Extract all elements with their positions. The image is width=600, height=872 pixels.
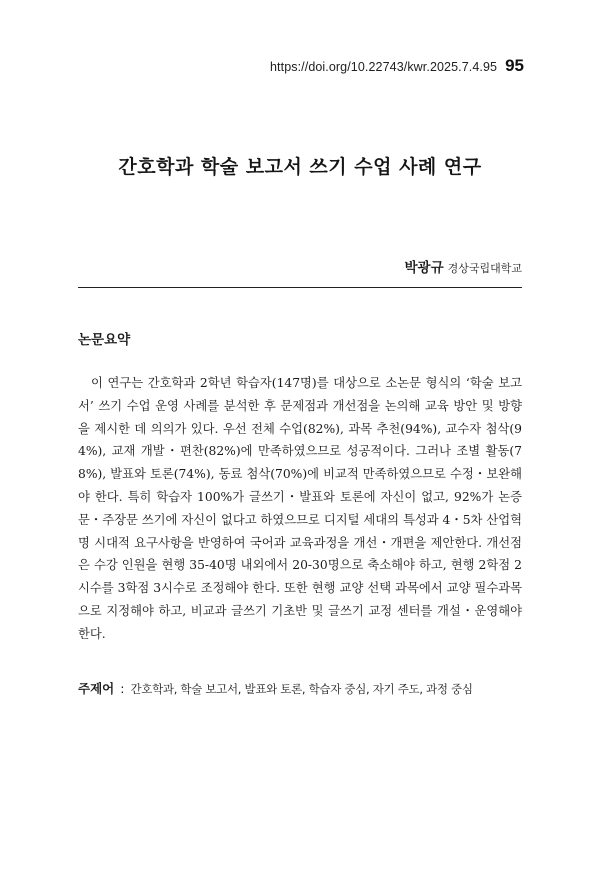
doi-link[interactable]: https://doi.org/10.22743/kwr.2025.7.4.95 — [270, 60, 498, 74]
keywords-text: 간호학과, 학술 보고서, 발표와 토론, 학습자 중심, 자기 주도, 과정 중심 — [130, 682, 473, 696]
author-name: 박광규 — [404, 260, 444, 276]
header-divider — [78, 287, 522, 288]
running-header — [270, 56, 524, 76]
abstract-body: 이 연구는 간호학과 2학년 학습자(147명)를 대상으로 소논문 형식의 ‘학술 보고서’ 쓰기 수업 운영 사례를 분석한 후 문제점과 개선점을 논의해 교육 방안 및 방향을 제시한 데 의의가 있다. 우선 전체 수업(82%), 과목 추천(94%), 교수자 첨삭(94%), 교재 개발・편찬(82%)에 만족하였으므로 성공적이다. 그러나 조별 활동(78%), 발표와 토론(74%), 동료 첨삭(70%)에 비교적 만족하였으므로 수정・보완해야 한다. 특히 학습자 100%가 글쓰기・발표와 토론에 자신이 없고, 92%가 논증문・주장문 쓰기에 자신이 없다고 하였으므로 디지털 세대의 특성과 4・5차 산업혁명 시대적 요구사항을 반영하여 국어과 교육과정을 개선・개편을 제안한다. 개선점은 수강 인원을 현행 35-40명 내외에서 20-30명으로 축소해야 하고, 현행 2학점 2시수를 3학점 3시수로 조정해야 한다. 또한 현행 교양 선택 과목에서 교양 필수과목으로 지정해야 하고, 비교과 글쓰기 기초반 및 글쓰기 교정 센터를 개설・운영해야 한다. — [78, 376, 522, 641]
paper-title: 간호학과 학술 보고서 쓰기 수업 사례 연구 — [118, 156, 482, 178]
keywords-separator: : — [120, 681, 125, 696]
page-number: 95 — [505, 56, 524, 75]
author-line — [404, 256, 522, 276]
keywords-label: 주제어 — [78, 681, 115, 696]
keywords-line — [78, 679, 522, 697]
author-affiliation: 경상국립대학교 — [447, 262, 522, 275]
abstract-heading: 논문요약 — [78, 332, 131, 348]
